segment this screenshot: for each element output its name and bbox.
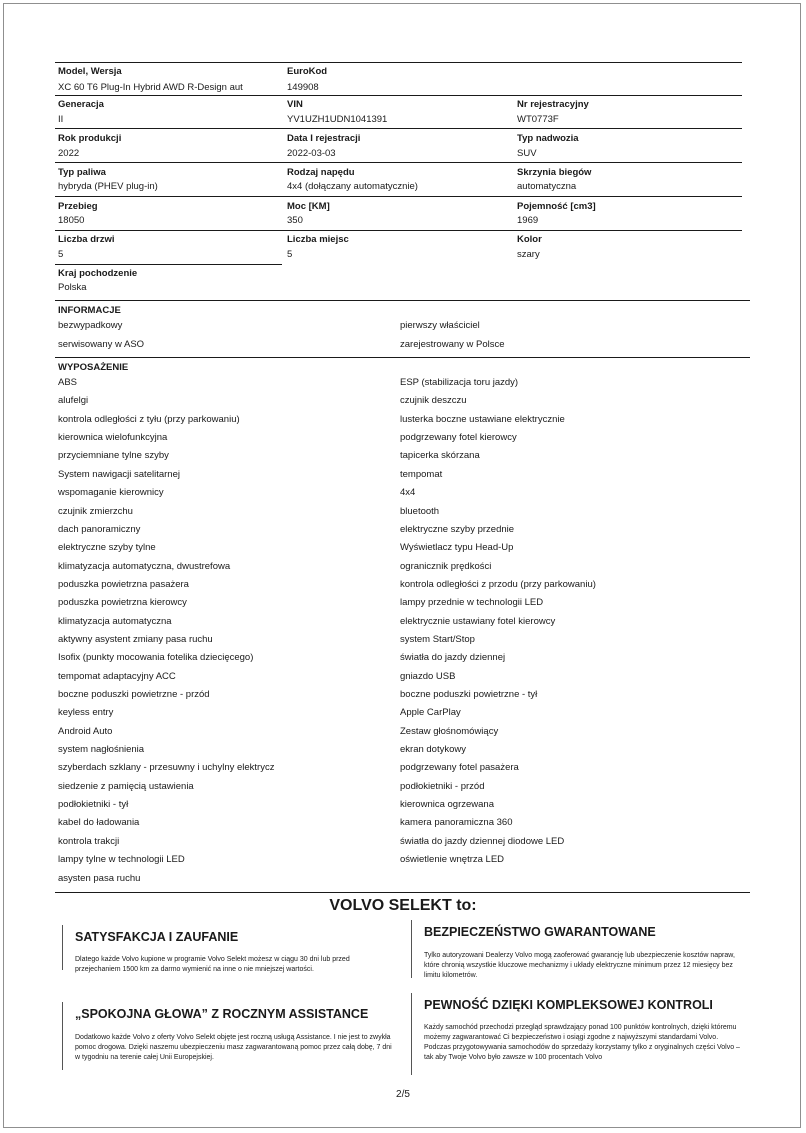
equipment-item: podłokietniki - przód xyxy=(400,780,485,792)
equipment-item: lampy tylne w technologii LED xyxy=(58,854,185,866)
benefit-title-assistance: „SPOKOJNA GŁOWA” Z ROCZNYM ASSISTANCE xyxy=(75,1007,369,1021)
spec-label-vin: VIN xyxy=(287,99,303,110)
equipment-item: bluetooth xyxy=(400,505,440,517)
equipment-item: aktywny asystent zmiany pasa ruchu xyxy=(58,633,213,645)
spec-label-model: Model, Wersja xyxy=(58,66,122,77)
benefit-title-kontrola: PEWNOŚĆ DZIĘKI KOMPLEKSOWEJ KONTROLI xyxy=(424,998,713,1012)
equipment-item: ABS xyxy=(58,377,78,388)
selekt-title: VOLVO SELEKT to: xyxy=(329,897,477,914)
equipment-item: światła do jazdy dziennej diodowe LED xyxy=(400,835,565,847)
spec-label-rok: Rok produkcji xyxy=(58,133,122,144)
equipment-item: wspomaganie kierownicy xyxy=(58,487,164,499)
spec-value-rok: 2022 xyxy=(58,148,80,159)
info-item: serwisowany w ASO xyxy=(58,339,145,350)
spec-value-model: XC 60 T6 Plug-In Hybrid AWD R-Design aut xyxy=(58,82,243,93)
equipment-item: Isofix (punkty mocowania fotelika dziecięcego) xyxy=(58,652,254,664)
spec-value-nr-rej: WT0773F xyxy=(517,114,559,125)
equipment-item: kierownica wielofunkcyjna xyxy=(58,432,168,444)
benefit-text-satysfakcja: Dlatego każde Volvo kupione w programie Volvo Selekt możesz w ciągu 30 dni lub przed przejechaniem 1500 km za darmo wymienić na inne o nie mniejszej wartości. xyxy=(75,956,350,973)
benefit-accent-line xyxy=(411,920,412,978)
equipment-item: poduszka powietrzna kierowcy xyxy=(58,597,187,609)
spec-label-nr-rej: Nr rejestracyjny xyxy=(517,99,589,110)
equipment-item: Android Auto xyxy=(58,725,113,737)
equipment-item: Wyświetlacz typu Head-Up xyxy=(400,542,514,554)
equipment-item: przyciemniane tylne szyby xyxy=(58,450,169,462)
equipment-item: czujnik zmierzchu xyxy=(58,505,133,517)
divider xyxy=(55,95,742,96)
divider xyxy=(55,300,750,301)
equipment-item: czujnik deszczu xyxy=(400,395,467,407)
equipment-item: kamera panoramiczna 360 xyxy=(400,817,513,829)
spec-value-paliwo: hybryda (PHEV plug-in) xyxy=(58,181,158,192)
spec-value-miejsca: 5 xyxy=(287,249,293,260)
spec-label-moc: Moc [KM] xyxy=(287,201,330,212)
spec-value-drzwi: 5 xyxy=(58,249,64,260)
equipment-item: światła do jazdy dziennej xyxy=(400,652,506,664)
divider xyxy=(55,196,742,197)
equipment-item: lampy przednie w technologii LED xyxy=(400,597,544,609)
divider xyxy=(55,264,282,265)
equipment-item: kontrola trakcji xyxy=(58,835,120,847)
benefit-text-bezpieczenstwo: Tylko autoryzowani Dealerzy Volvo mogą zaoferować gwarancję lub ubezpieczenie kosztów napraw, które chronią wszystkie kluczowe mechanizmy i układy elektryczne minimum przez 12 miesięcy bez limitu kilometrów. xyxy=(424,952,735,979)
spec-label-skrzynia: Skrzynia biegów xyxy=(517,167,592,178)
benefit-title-bezpieczenstwo: BEZPIECZEŃSTWO GWARANTOWANE xyxy=(424,925,656,939)
equipment-item: elektryczne szyby przednie xyxy=(400,523,515,535)
page-number: 2/5 xyxy=(396,1089,410,1100)
equipment-item: gniazdo USB xyxy=(400,670,456,682)
spec-value-nadwozie: SUV xyxy=(517,148,537,159)
equipment-item: system Start/Stop xyxy=(400,633,475,645)
benefit-title-satysfakcja: SATYSFAKCJA I ZAUFANIE xyxy=(75,930,239,944)
divider xyxy=(55,62,742,63)
equipment-item: kontrola odległości z przodu (przy parkowaniu) xyxy=(400,578,596,590)
equipment-item: podgrzewany fotel pasażera xyxy=(400,762,519,774)
spec-label-nadwozie: Typ nadwozia xyxy=(517,133,579,144)
spec-value-moc: 350 xyxy=(287,215,303,226)
equipment-item: System nawigacji satelitarnej xyxy=(58,468,180,480)
equipment-item: ekran dotykowy xyxy=(400,744,467,755)
equipment-item: keyless entry xyxy=(58,707,114,719)
spec-label-naped: Rodzaj napędu xyxy=(287,167,355,178)
equipment-item: Zestaw głośnomówiący xyxy=(400,725,499,737)
divider xyxy=(55,230,742,231)
divider xyxy=(55,162,742,163)
spec-label-data-rej: Data I rejestracji xyxy=(287,133,361,144)
equipment-item: asysten pasa ruchu xyxy=(58,872,141,884)
benefit-accent-line xyxy=(411,993,412,1075)
info-item: bezwypadkowy xyxy=(58,320,123,331)
equipment-item: klimatyzacja automatyczna xyxy=(58,615,172,627)
benefit-accent-line xyxy=(62,925,63,970)
spec-label-kraj: Kraj pochodzenie xyxy=(58,268,138,279)
equipment-item: alufelgi xyxy=(58,395,89,407)
equipment-item: boczne poduszki powietrzne - przód xyxy=(58,689,210,700)
equipment-item: lusterka boczne ustawiane elektrycznie xyxy=(400,413,565,425)
spec-value-przebieg: 18050 xyxy=(58,215,85,226)
spec-value-generacja: II xyxy=(58,114,64,125)
spec-value-vin: YV1UZH1UDN1041391 xyxy=(287,114,388,125)
spec-value-skrzynia: automatyczna xyxy=(517,181,577,192)
informacje-title: INFORMACJE xyxy=(58,305,121,316)
equipment-item: elektryczne szyby tylne xyxy=(58,542,156,554)
divider xyxy=(55,892,750,893)
divider xyxy=(55,128,742,129)
spec-label-przebieg: Przebieg xyxy=(58,201,98,212)
spec-label-miejsca: Liczba miejsc xyxy=(287,234,349,245)
spec-label-drzwi: Liczba drzwi xyxy=(58,234,115,245)
equipment-item: tapicerka skórzana xyxy=(400,450,480,462)
divider xyxy=(55,357,750,358)
equipment-item: system nagłośnienia xyxy=(58,744,145,755)
spec-value-kraj: Polska xyxy=(58,282,87,293)
spec-label-kolor: Kolor xyxy=(517,234,542,245)
spec-value-eurokod: 149908 xyxy=(287,82,319,93)
equipment-item: ogranicznik prędkości xyxy=(400,560,492,572)
spec-label-paliwo: Typ paliwa xyxy=(58,167,106,178)
equipment-item: kontrola odległości z tyłu (przy parkowaniu) xyxy=(58,413,240,425)
spec-value-data-rej: 2022-03-03 xyxy=(287,148,336,159)
equipment-item: podgrzewany fotel kierowcy xyxy=(400,432,517,444)
spec-label-generacja: Generacja xyxy=(58,99,104,110)
spec-value-pojemnosc: 1969 xyxy=(517,215,539,226)
info-item: pierwszy właściciel xyxy=(400,320,480,331)
equipment-item: kierownica ogrzewana xyxy=(400,799,494,810)
spec-value-kolor: szary xyxy=(517,249,540,260)
equipment-item: tempomat adaptacyjny ACC xyxy=(58,670,176,682)
equipment-item: tempomat xyxy=(400,468,443,480)
info-item: zarejestrowany w Polsce xyxy=(400,339,505,350)
equipment-item: oświetlenie wnętrza LED xyxy=(400,854,505,866)
benefit-text-assistance: Dodatkowo każde Volvo z oferty Volvo Selekt objęte jest roczną usługą Assistance. I nie jest to zwykła pomoc drogowa. Dzięki naszemu ubezpieczeniu masz zagwarantowaną pomoc przez całą dobę, 7 dni w tygodniu na terenie całej Unii Europejskiej. xyxy=(75,1034,392,1061)
equipment-item: Apple CarPlay xyxy=(400,707,461,719)
benefit-text-kontrola: Każdy samochód przechodzi przegląd sprawdzający ponad 100 punktów kontrolnych, dzięki któremu możemy zagwarantować Ci bezpieczeństwo i osiągi zgodne z najwyższymi standardami Volvo. Podczas przygotowywania samochodów do sprzedaży korzystamy tylko z oryginalnych części Volvo – tak aby Twoje Volvo było zawsze w 100 procentach Volvo xyxy=(424,1024,740,1061)
wyposazenie-title: WYPOSAŻENIE xyxy=(58,362,129,373)
equipment-item: 4x4 xyxy=(400,487,416,499)
equipment-item: dach panoramiczny xyxy=(58,523,141,535)
equipment-item: boczne poduszki powietrzne - tył xyxy=(400,689,538,700)
spec-value-naped: 4x4 (dołączany automatycznie) xyxy=(287,181,418,192)
equipment-item: poduszka powietrzna pasażera xyxy=(58,578,189,590)
benefit-accent-line xyxy=(62,1002,63,1070)
equipment-item: podłokietniki - tył xyxy=(58,799,129,810)
spec-label-pojemnosc: Pojemność [cm3] xyxy=(517,201,596,212)
equipment-item: elektrycznie ustawiany fotel kierowcy xyxy=(400,615,556,627)
equipment-item: kabel do ładowania xyxy=(58,817,140,829)
spec-label-eurokod: EuroKod xyxy=(287,66,328,77)
equipment-item: siedzenie z pamięcią ustawienia xyxy=(58,780,194,792)
equipment-item: klimatyzacja automatyczna, dwustrefowa xyxy=(58,560,231,572)
equipment-item: szyberdach szklany - przesuwny i uchylny elektrycz xyxy=(58,762,275,774)
equipment-item: ESP (stabilizacja toru jazdy) xyxy=(400,377,519,388)
